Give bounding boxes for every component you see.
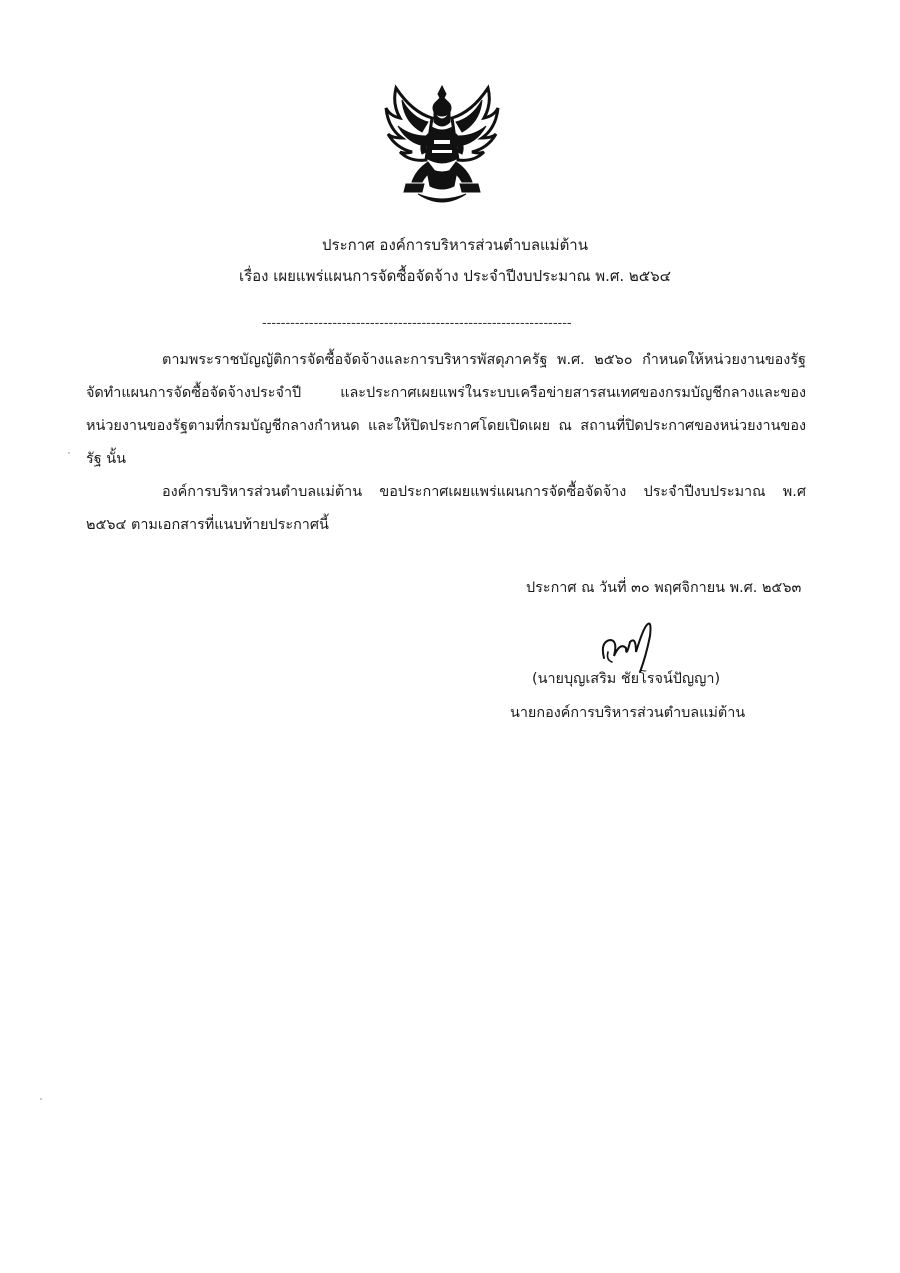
- signer-title: นายกองค์การบริหารส่วนตำบลแม่ต้าน: [510, 705, 746, 721]
- scan-speck: [40, 1098, 42, 1100]
- announcement-title: ประกาศ องค์การบริหารส่วนตำบลแม่ต้าน: [322, 236, 588, 254]
- garuda-emblem-icon: [382, 82, 502, 210]
- announcement-date: ประกาศ ณ วันที่ ๓๐ พฤศจิกายน พ.ศ. ๒๕๖๓: [526, 580, 802, 596]
- announcement-subject: เรื่อง เผยแพร่แผนการจัดซื้อจัดจ้าง ประจำปีงบประมาณ พ.ศ. ๒๕๖๔: [238, 267, 672, 285]
- signer-name: (นายบุญเสริม ชัยโรจน์ปัญญา): [532, 671, 721, 687]
- title-divider: ------------------------------------------------------------------: [262, 316, 572, 331]
- body-paragraph-2: องค์การบริหารส่วนตำบลแม่ต้าน ขอประกาศเผยแพร่แผนการจัดซื้อจัดจ้าง ประจำปีงบประมาณ พ.ศ ๒๕๖๔ ตามเอกสารที่แนบท้ายประกาศนี้: [86, 484, 806, 533]
- body-paragraph-1: ตามพระราชบัญญัติการจัดซื้อจัดจ้างและการบริหารพัสดุภาครัฐ พ.ศ. ๒๕๖๐ กำหนดให้หน่วยงานของรัฐ จัดทำแผนการจัดซื้อจัดจ้างประจำปี และประกาศเผยแพร่ในระบบเครือข่ายสารสนเทศของกรมบัญชีกลางและของหน่วยงานของรัฐตามที่กรมบัญชีกลางกำหนด และให้ปิดประกาศโดยเปิดเผย ณ สถานที่ปิดประกาศของหน่วยงานของรัฐ นั้น: [86, 352, 806, 467]
- scan-speck: [68, 452, 70, 454]
